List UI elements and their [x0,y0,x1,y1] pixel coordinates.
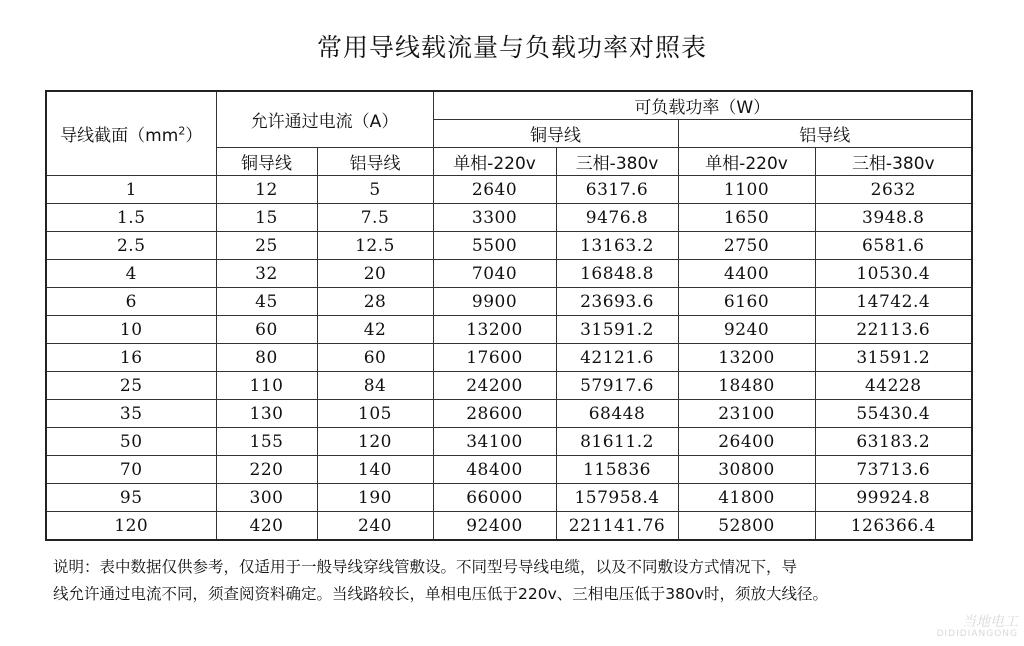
header-current-copper: 铜导线 [216,148,317,176]
cell-cross-section: 95 [46,484,216,512]
header-load-power: 可负载功率（W） [433,91,972,120]
table-row [46,204,972,232]
cell-cross-section: 50 [46,428,216,456]
cell-aluminum-three-phase: 14742.4 [815,288,972,316]
cell-current-copper: 45 [216,288,317,316]
cell-aluminum-three-phase: 3948.8 [815,204,972,232]
table-row [46,428,972,456]
cell-current-aluminum: 20 [317,260,433,288]
cell-current-copper: 130 [216,400,317,428]
cell-aluminum-single-phase: 30800 [678,456,815,484]
cell-aluminum-single-phase: 52800 [678,512,815,541]
cell-aluminum-three-phase: 99924.8 [815,484,972,512]
cell-aluminum-single-phase: 1650 [678,204,815,232]
cell-current-aluminum: 84 [317,372,433,400]
cell-copper-single-phase: 66000 [433,484,556,512]
cell-current-copper: 300 [216,484,317,512]
header-aluminum-single-phase: 单相-220v [678,148,815,176]
cell-current-copper: 12 [216,176,317,204]
cell-current-copper: 220 [216,456,317,484]
cell-current-aluminum: 42 [317,316,433,344]
table-row [46,176,972,204]
cell-copper-single-phase: 9900 [433,288,556,316]
cell-current-aluminum: 5 [317,176,433,204]
cell-aluminum-single-phase: 4400 [678,260,815,288]
cell-copper-single-phase: 2640 [433,176,556,204]
cell-aluminum-single-phase: 23100 [678,400,815,428]
table-row [46,316,972,344]
cell-current-copper: 110 [216,372,317,400]
cell-current-aluminum: 12.5 [317,232,433,260]
header-copper-wire: 铜导线 [433,120,678,148]
header-cross-section: 导线截面$(mm^2)$ [46,91,216,176]
cell-aluminum-three-phase: 2632 [815,176,972,204]
cell-cross-section: 4 [46,260,216,288]
cell-current-aluminum: 240 [317,512,433,541]
cell-aluminum-three-phase: 55430.4 [815,400,972,428]
watermark [937,616,1018,640]
cell-aluminum-three-phase: 126366.4 [815,512,972,541]
page-title: 常用导线载流量与负载功率对照表 [316,33,707,62]
cell-current-copper: 155 [216,428,317,456]
table-row [46,484,972,512]
cell-aluminum-single-phase: 26400 [678,428,815,456]
cell-aluminum-three-phase: 6581.6 [815,232,972,260]
cell-cross-section: 1.5 [46,204,216,232]
cell-cross-section: 10 [46,316,216,344]
cell-copper-three-phase: 221141.76 [556,512,678,541]
cell-copper-single-phase: 7040 [433,260,556,288]
cell-copper-three-phase: 9476.8 [556,204,678,232]
cell-current-aluminum: 28 [317,288,433,316]
cell-copper-three-phase: 13163.2 [556,232,678,260]
cell-copper-three-phase: 16848.8 [556,260,678,288]
cell-cross-section: 1 [46,176,216,204]
cell-current-copper: 420 [216,512,317,541]
cell-copper-single-phase: 92400 [433,512,556,541]
table-row [46,232,972,260]
watermark-subtext: DIDIDIANGONG [936,629,1018,639]
note-line-2: 线允许通过电流不同，须查阅资料确定。当线路较长，单相电压低于220v、三相电压低于380v时，须放大线径。 [53,585,829,603]
table-row [46,372,972,400]
cell-cross-section: 2.5 [46,232,216,260]
cell-copper-three-phase: 42121.6 [556,344,678,372]
cell-copper-single-phase: 28600 [433,400,556,428]
header-copper-single-phase: 单相-220v [433,148,556,176]
cell-copper-three-phase: 6317.6 [556,176,678,204]
cell-cross-section: 70 [46,456,216,484]
cell-copper-single-phase: 24200 [433,372,556,400]
header-allowed-current: 允许通过电流（A） [216,91,433,148]
table-row [46,400,972,428]
cell-current-copper: 80 [216,344,317,372]
header-aluminum-three-phase: 三相-380v [815,148,972,176]
cell-current-aluminum: 60 [317,344,433,372]
cell-current-aluminum: 105 [317,400,433,428]
cell-copper-three-phase: 57917.6 [556,372,678,400]
cell-copper-single-phase: 17600 [433,344,556,372]
table-row [46,260,972,288]
cell-current-aluminum: 190 [317,484,433,512]
cell-copper-single-phase: 3300 [433,204,556,232]
cell-cross-section: 35 [46,400,216,428]
table-body [46,176,972,541]
cell-copper-single-phase: 5500 [433,232,556,260]
header-current-aluminum: 铝导线 [317,148,433,176]
cell-aluminum-three-phase: 10530.4 [815,260,972,288]
header-copper-three-phase: 三相-380v [556,148,678,176]
header-aluminum-wire: 铝导线 [678,120,972,148]
cell-current-aluminum: 140 [317,456,433,484]
cell-aluminum-single-phase: 9240 [678,316,815,344]
cell-copper-single-phase: 48400 [433,456,556,484]
cell-aluminum-single-phase: 41800 [678,484,815,512]
cell-aluminum-three-phase: 31591.2 [815,344,972,372]
cell-copper-three-phase: 157958.4 [556,484,678,512]
cell-aluminum-three-phase: 73713.6 [815,456,972,484]
cell-aluminum-single-phase: 18480 [678,372,815,400]
cell-copper-three-phase: 23693.6 [556,288,678,316]
cell-copper-three-phase: 31591.2 [556,316,678,344]
note [53,554,983,608]
cell-copper-three-phase: 68448 [556,400,678,428]
cell-current-aluminum: 120 [317,428,433,456]
cell-aluminum-three-phase: 44228 [815,372,972,400]
cell-cross-section: 6 [46,288,216,316]
cell-aluminum-single-phase: 1100 [678,176,815,204]
cell-copper-single-phase: 34100 [433,428,556,456]
cell-current-copper: 32 [216,260,317,288]
watermark-text: 当地电工 [962,614,1018,630]
table-row [46,344,972,372]
cell-cross-section: 25 [46,372,216,400]
table-row [46,456,972,484]
cell-current-aluminum: 7.5 [317,204,433,232]
note-line-1: 说明：表中数据仅供参考，仅适用于一般导线穿线管敷设。不同型号导线电缆，以及不同敷设方式情况下，导 [53,558,798,576]
cell-current-copper: 60 [216,316,317,344]
cell-cross-section: 120 [46,512,216,541]
cell-aluminum-single-phase: 2750 [678,232,815,260]
cell-aluminum-three-phase: 22113.6 [815,316,972,344]
cell-current-copper: 15 [216,204,317,232]
cell-aluminum-three-phase: 63183.2 [815,428,972,456]
cell-current-copper: 25 [216,232,317,260]
cell-aluminum-single-phase: 6160 [678,288,815,316]
table-row [46,512,972,541]
cell-copper-three-phase: 115836 [556,456,678,484]
cell-copper-single-phase: 13200 [433,316,556,344]
table-row [46,288,972,316]
cell-cross-section: 16 [46,344,216,372]
power-table [45,90,973,541]
cell-copper-three-phase: 81611.2 [556,428,678,456]
cell-aluminum-single-phase: 13200 [678,344,815,372]
